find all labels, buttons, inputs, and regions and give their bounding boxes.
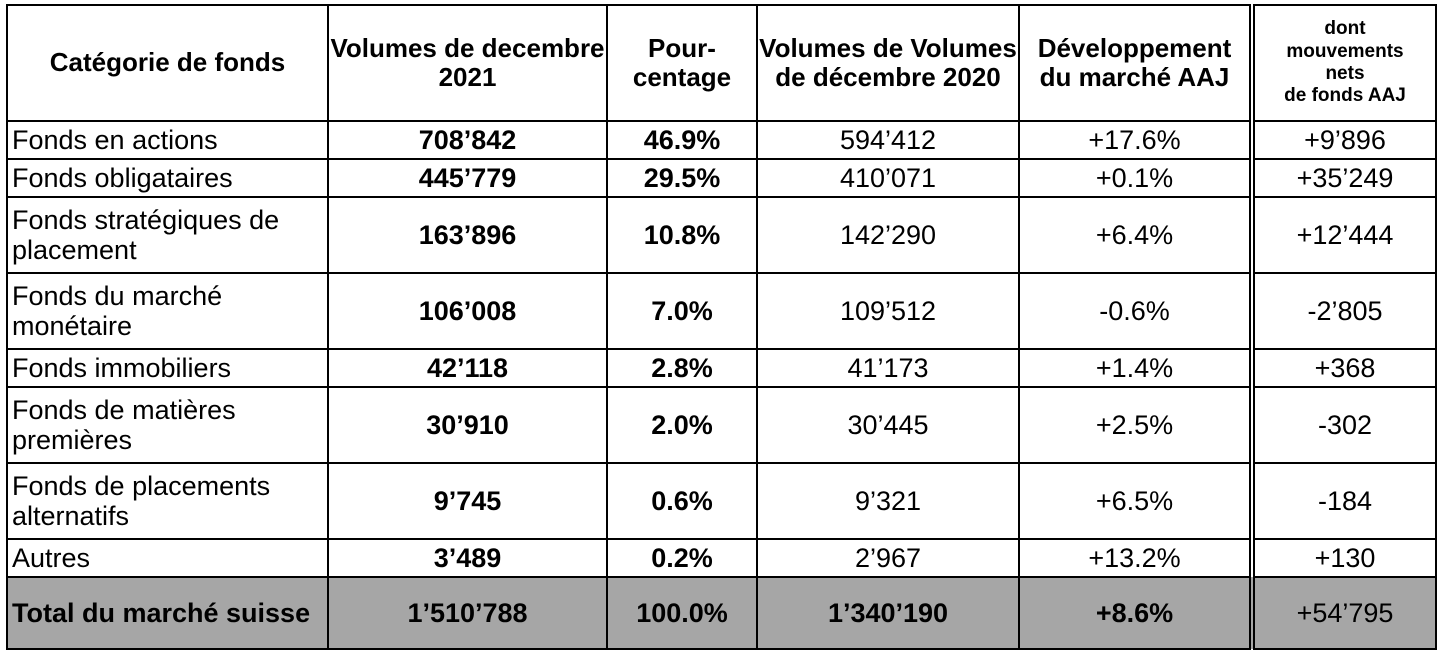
cell-net-flows: +368 xyxy=(1252,349,1436,387)
cell-development: +2.5% xyxy=(1019,387,1252,463)
row-label: Fonds du marché monétaire xyxy=(7,273,328,349)
cell-percentage: 0.6% xyxy=(607,463,757,539)
header-net-flows xyxy=(1252,5,1436,121)
fund-volume-table xyxy=(6,4,1437,650)
total-label: Total du marché suisse xyxy=(7,577,328,649)
cell-net-flows: +35’249 xyxy=(1252,159,1436,197)
total-net-flows: +54’795 xyxy=(1252,577,1436,649)
header-net-flows-line-1: dont xyxy=(1324,18,1366,40)
table-row xyxy=(7,121,1436,159)
cell-volume-2021: 42’118 xyxy=(328,349,607,387)
cell-percentage: 29.5% xyxy=(607,159,757,197)
cell-volume-2021: 106’008 xyxy=(328,273,607,349)
cell-volume-2021: 163’896 xyxy=(328,197,607,273)
row-label: Autres xyxy=(7,539,328,577)
cell-percentage: 10.8% xyxy=(607,197,757,273)
cell-volume-2020: 41’173 xyxy=(757,349,1019,387)
cell-development: +1.4% xyxy=(1019,349,1252,387)
cell-development: +0.1% xyxy=(1019,159,1252,197)
header-market-development: Développement du marché AAJ xyxy=(1019,5,1252,121)
row-label: Fonds de placements alternatifs xyxy=(7,463,328,539)
cell-volume-2020: 109’512 xyxy=(757,273,1019,349)
header-volume-2020: Volumes de Volumes de décembre 2020 xyxy=(757,5,1019,121)
cell-net-flows: -2’805 xyxy=(1252,273,1436,349)
total-percentage: 100.0% xyxy=(607,577,757,649)
cell-volume-2021: 3’489 xyxy=(328,539,607,577)
cell-volume-2021: 445’779 xyxy=(328,159,607,197)
cell-net-flows: +12’444 xyxy=(1252,197,1436,273)
cell-volume-2021: 30’910 xyxy=(328,387,607,463)
total-volume-2021: 1’510’788 xyxy=(328,577,607,649)
cell-net-flows: -302 xyxy=(1252,387,1436,463)
total-volume-2020: 1’340’190 xyxy=(757,577,1019,649)
header-net-flows-line-3: nets xyxy=(1325,63,1365,84)
table-row xyxy=(7,159,1436,197)
total-row xyxy=(7,577,1436,649)
row-label: Fonds en actions xyxy=(7,121,328,159)
table-row xyxy=(7,539,1436,577)
cell-development: +17.6% xyxy=(1019,121,1252,159)
cell-volume-2020: 2’967 xyxy=(757,539,1019,577)
header-percentage: Pour-centage xyxy=(607,5,757,121)
cell-net-flows: +130 xyxy=(1252,539,1436,577)
cell-volume-2021: 708’842 xyxy=(328,121,607,159)
cell-percentage: 0.2% xyxy=(607,539,757,577)
cell-volume-2020: 594’412 xyxy=(757,121,1019,159)
table-row xyxy=(7,387,1436,463)
header-volume-2021: Volumes de decembre 2021 xyxy=(328,5,607,121)
cell-volume-2020: 410’071 xyxy=(757,159,1019,197)
cell-volume-2020: 142’290 xyxy=(757,197,1019,273)
row-label: Fonds de matières premières xyxy=(7,387,328,463)
row-label: Fonds obligataires xyxy=(7,159,328,197)
cell-percentage: 2.0% xyxy=(607,387,757,463)
cell-percentage: 2.8% xyxy=(607,349,757,387)
cell-volume-2020: 9’321 xyxy=(757,463,1019,539)
row-label: Fonds stratégiques de placement xyxy=(7,197,328,273)
cell-development: -0.6% xyxy=(1019,273,1252,349)
table-row xyxy=(7,197,1436,273)
total-development: +8.6% xyxy=(1019,577,1252,649)
table-row xyxy=(7,349,1436,387)
cell-net-flows: +9’896 xyxy=(1252,121,1436,159)
header-net-flows-line-2: mouvements xyxy=(1286,40,1404,62)
cell-percentage: 7.0% xyxy=(607,273,757,349)
cell-net-flows: -184 xyxy=(1252,463,1436,539)
cell-development: +6.5% xyxy=(1019,463,1252,539)
cell-volume-2020: 30’445 xyxy=(757,387,1019,463)
header-net-flows-line-4: de fonds AAJ xyxy=(1284,85,1406,107)
table-row xyxy=(7,273,1436,349)
header-category: Catégorie de fonds xyxy=(7,5,328,121)
cell-development: +6.4% xyxy=(1019,197,1252,273)
row-label: Fonds immobiliers xyxy=(7,349,328,387)
table-row xyxy=(7,463,1436,539)
cell-volume-2021: 9’745 xyxy=(328,463,607,539)
cell-percentage: 46.9% xyxy=(607,121,757,159)
cell-development: +13.2% xyxy=(1019,539,1252,577)
